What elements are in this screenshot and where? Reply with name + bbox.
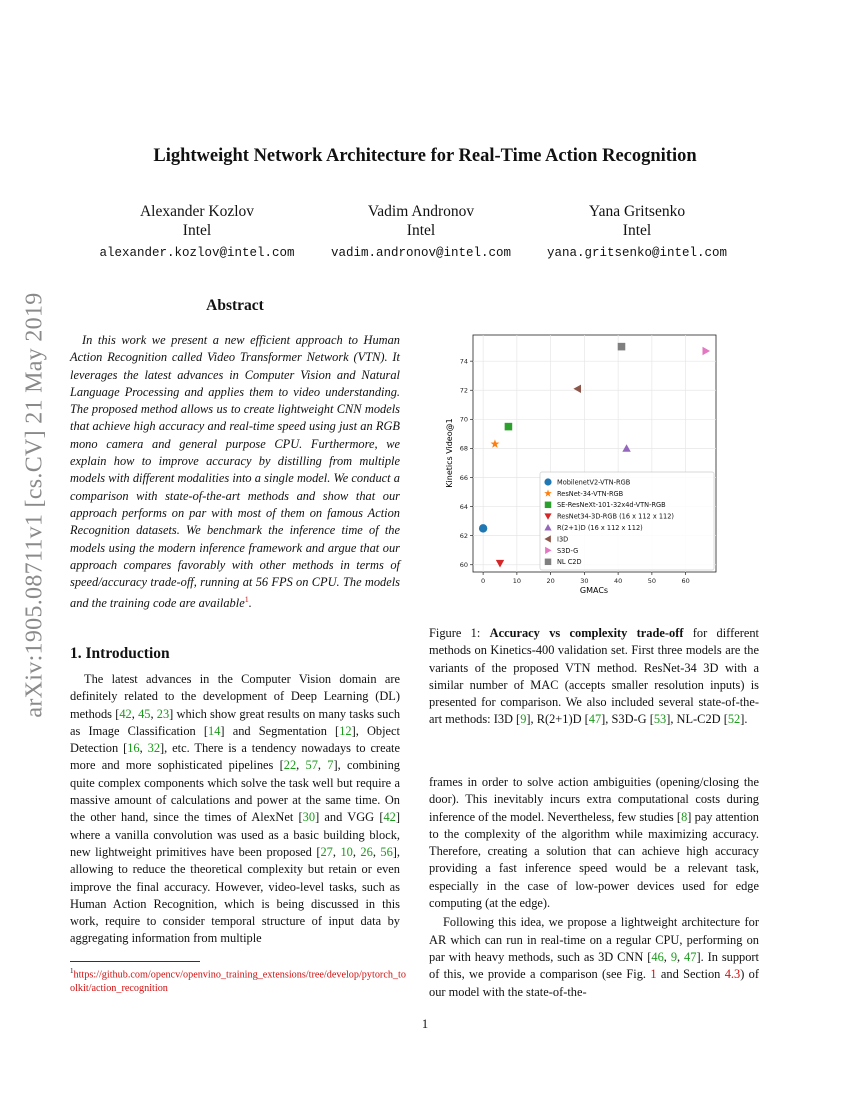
intro-paragraph: The latest advances in the Computer Vision domain are definitely related to the development of Deep Learning (DL) methods [42, 45, 23] which show great results on many tasks such as Image Classification [14] and Segmentation [12], Object Detection [16, 32], etc. There is a tendency nowadays to create more and more sophisticated pipelines [22, 57, 7], combining quite complex components which solve the task well but require a massive amount of calculations and power at the same time. On the other hand, since the times of AlexNet [30] and VGG [42] where a vanilla convolution was used as a basic building block, new lightweight primitives have been proposed [27, 10, 26, 56], allowing to reduce the theoretical complexity but retain or even improve the final accuracy. However, video-level tasks, such as Human Action Recognition, which is being discussed in this work, require to consider temporal structure of input data by aggregating information from multiple: [70, 672, 401, 946]
citation-link[interactable]: 56: [380, 844, 393, 859]
section-heading-introduction: 1. Introduction: [70, 645, 170, 662]
legend-box: [540, 472, 714, 570]
citation-link[interactable]: 22: [283, 758, 297, 773]
legend-marker: [544, 478, 551, 485]
citation-link[interactable]: 45: [138, 706, 151, 721]
text-run: ].: [740, 712, 748, 727]
footnote: [70, 964, 410, 996]
legend-marker: [545, 502, 551, 508]
text-run: ], Object Detection [: [70, 723, 400, 756]
citation-link[interactable]: 9: [520, 712, 527, 727]
code-repository-link[interactable]: https://github.com/opencv/openvino_training_extensions/tree/develop/pytorch_toolkit/action_recognition: [70, 969, 406, 995]
data-point-nl-c2d: [618, 343, 626, 351]
page-number: 1: [421, 1017, 429, 1031]
legend-label: S3D-G: [557, 546, 579, 555]
text-run: The latest advances in the Computer Vision domain are definitely related to the development of Deep Learning (DL) methods [: [70, 672, 400, 721]
text-run: ], allowing to reduce the theoretical complexity but retain or even improve the final accuracy. However, video-level tasks, such as Human Action Recognition, which is being discussed in this work, require to consider temporal structure of input data by aggregating information from multiple: [70, 844, 401, 946]
legend-label: ResNet-34-VTN-RGB: [557, 489, 624, 498]
legend-label: R(2+1)D (16 x 112 x 112): [557, 524, 643, 532]
citation-link[interactable]: 46: [651, 949, 664, 964]
text-run: ]. In support of this, we provide a comparison (see Fig.: [429, 949, 760, 982]
figure-reference-link[interactable]: 1: [650, 967, 657, 982]
figure-1-caption: [429, 625, 759, 729]
citation-link[interactable]: 12: [339, 723, 352, 738]
paper-title: Lightweight Network Architecture for Real-Time Action Recognition: [153, 146, 697, 166]
citation-link[interactable]: 47: [684, 949, 697, 964]
legend-label: NL C2D: [557, 558, 582, 567]
author-1: [87, 202, 307, 263]
text-run: ) of our model with the state-of-the-: [429, 967, 759, 999]
author-2: [311, 202, 531, 263]
citation-link[interactable]: 32: [147, 741, 161, 756]
citation-link[interactable]: 10: [340, 844, 353, 859]
legend-label: ResNet34-3D-RGB (16 x 112 x 112): [557, 512, 674, 521]
text-run: ] and VGG [: [315, 810, 384, 825]
y-tick-label: 64: [459, 502, 468, 511]
citation-link[interactable]: 42: [119, 706, 132, 721]
x-tick-label: 0: [481, 577, 486, 585]
author-affiliation: Intel: [622, 222, 652, 239]
abstract-text: In this work we present a new efficient approach to Human Action Recognition called Video Transformer Network (VTN). It leverages the latest advances in Computer Vision and Natural Language Processing and applies them to video understanding. The proposed method allows us to create lightweight CNN models that achieve high accuracy and real-time speed using just an RGB mono camera and general purpose CPU. Furthermore, we explain how to improve accuracy by distilling from multiple models with different modalities into a single model. We conduct a comparison with state-of-the-art methods and show that our approach performs on par with most of them on famous Action Recognition datasets. We benchmark the inference time of the models using the modern inference framework and argue that our approach compares favorably with other methods in terms of speed/accuracy trade-off, running at 56 FPS on CPU. The models and the training code are available: [70, 333, 400, 611]
figure-label: Figure 1:: [429, 626, 481, 640]
text-run: frames in order to solve action ambiguities (opening/closing the door). This inevitably incurs extra computational costs during inference of the model. Nevertheless, few studies [: [429, 775, 759, 824]
y-axis-label: Kinetics Video@1: [445, 418, 454, 488]
citation-link[interactable]: 27: [320, 844, 333, 859]
text-run: Following this idea, we propose a lightweight architecture for AR which can run in real-time on a regular CPU, performing on par with heavy methods, such as 3D CNN [: [429, 915, 759, 964]
text-run: ], NL-C2D [: [666, 712, 728, 727]
citation-link[interactable]: 14: [208, 723, 221, 738]
citation-link[interactable]: 26: [360, 844, 373, 859]
author-name: Alexander Kozlov: [139, 203, 255, 220]
author-affiliation: Intel: [406, 222, 436, 239]
legend-label: MobilenetV2-VTN-RGB: [557, 478, 631, 487]
author-email[interactable]: alexander.kozlov@intel.com: [99, 246, 295, 260]
figure-1-scatter-chart: [430, 330, 720, 620]
author-3: [527, 202, 747, 263]
x-tick-label: 60: [681, 577, 690, 585]
text-run: and Section: [656, 967, 725, 982]
y-tick-label: 70: [459, 415, 468, 424]
text-run: ] pay attention to the complexity of the algorithm while maximizing accuracy. Therefore, creating a solution that can achieve high accuracy providing a fast inference speed would be a relevant task, especially in the case of low-power devices used for edge computing (at the edge).: [429, 809, 759, 911]
legend-label: SE-ResNeXt-101-32x4d-VTN-RGB: [557, 501, 666, 510]
x-tick-label: 10: [512, 577, 522, 585]
text-run: ], combining quite complex components which solve the task well but require a massive amount of calculations and power at the same time. On the other hand, since the times of AlexNet [: [70, 758, 400, 825]
citation-link[interactable]: 16: [127, 741, 140, 756]
caption-bold: Accuracy vs complexity trade-off: [489, 626, 684, 640]
author-name: Vadim Andronov: [367, 203, 475, 220]
y-tick-label: 68: [459, 444, 468, 453]
y-tick-label: 66: [459, 473, 468, 482]
legend-label: I3D: [557, 535, 569, 544]
x-tick-label: 20: [546, 577, 555, 585]
footnote-divider: [70, 961, 200, 962]
citation-link[interactable]: 23: [156, 706, 170, 721]
citation-link[interactable]: 53: [653, 712, 667, 727]
text-run: for different methods on Kinetics-400 validation set. First three models are the variants of the proposed VTN method. ResNet-34 3D with a similar number of MAC (accepts smaller resolution inputs) is presented for comparison. We also included several state-of-the-art methods: I3D [: [429, 626, 759, 727]
y-tick-label: 72: [459, 386, 468, 395]
author-name: Yana Gritsenko: [588, 203, 686, 220]
data-point-se-resnext-101-32x4d-vtn-rgb: [505, 423, 513, 431]
arxiv-identifier: arXiv:1905.08711v1 [cs.CV] 21 May 2019: [21, 292, 48, 718]
legend-marker: [545, 559, 551, 565]
text-run: ] where a vanilla convolution was used as a basic building block, new lightweight primitives have been proposed [: [70, 810, 400, 859]
citation-link[interactable]: 9: [670, 949, 678, 964]
x-tick-label: 40: [613, 577, 623, 585]
text-run: ], etc. There is a tendency nowadays to create more and more sophisticated pipelines [: [70, 741, 401, 773]
author-email[interactable]: yana.gritsenko@intel.com: [546, 246, 728, 260]
citation-link[interactable]: 57: [305, 758, 318, 773]
right-column-text: frames in order to solve action ambiguities (opening/closing the door). This inevitably incurs extra computational costs during inference of the model. Nevertheless, few studies [8] pay attention to the complexity of the algorithm while maximizing accuracy. Therefore, creating a solution that can achieve high accuracy providing a fast inference speed would be a relevant task, especially in the case of low-power devices used for edge computing (at the edge). Following this idea, we propose a lightweight architecture for AR which can run in real-time on a regular CPU, performing on par with heavy methods, such as 3D CNN [46, 9, 47]. In support of this, we provide a comparison (see Fig. 1 and Section 4.3) of our model with the state-of-the-: [429, 775, 760, 999]
section-reference-link[interactable]: 4.3: [724, 967, 741, 982]
x-tick-label: 50: [647, 577, 657, 585]
citation-link[interactable]: 42: [383, 810, 396, 825]
chart-legend: [540, 472, 714, 570]
text-run: ] and Segmentation [: [220, 723, 340, 738]
footnote-marker[interactable]: 1: [244, 595, 249, 605]
footnote-number: 1: [70, 967, 74, 975]
text-run: ], S3D-G [: [601, 712, 654, 727]
y-tick-label: 60: [459, 561, 468, 570]
author-email[interactable]: vadim.andronov@intel.com: [330, 246, 512, 260]
abstract-heading: Abstract: [206, 297, 264, 314]
citation-link[interactable]: 30: [302, 810, 316, 825]
citation-link[interactable]: 52: [727, 712, 741, 727]
abstract-body: In this work we present a new efficient approach to Human Action Recognition called Video Transformer Network (VTN). It leverages the latest advances in Computer Vision and Natural Language Processing and applies them to video understanding. The proposed method allows us to create lightweight CNN models that achieve high accuracy and real-time speed using just an RGB mono camera and general purpose CPU. Furthermore, we explain how to improve accuracy by distilling from multiple models with different modalities into a single model. We conduct a comparison with state-of-the-art methods and show that our approach performs on par with most of them on famous Action Recognition datasets. We benchmark the inference time of the models using the modern inference framework and argue that our approach compares favorably with other methods in terms of speed/accuracy trade-off, running at 56 FPS on CPU. The models and the training code are available$^1$.: [70, 333, 400, 611]
y-tick-label: 62: [459, 531, 468, 540]
citation-link[interactable]: 7: [327, 758, 334, 773]
data-point-mobilenetv2-vtn-rgb: [479, 524, 487, 532]
x-axis-label: GMACs: [579, 586, 609, 595]
text-run: ], R(2+1)D [: [526, 712, 589, 727]
citation-link[interactable]: 47: [588, 712, 602, 727]
citation-link[interactable]: 8: [681, 809, 688, 824]
author-affiliation: Intel: [182, 222, 212, 239]
y-tick-label: 74: [459, 357, 468, 366]
arxiv-sidebar: [10, 250, 60, 760]
x-tick-label: 30: [580, 577, 589, 585]
text-run: ] which show great results on many tasks such as Image Classification [: [70, 706, 401, 738]
